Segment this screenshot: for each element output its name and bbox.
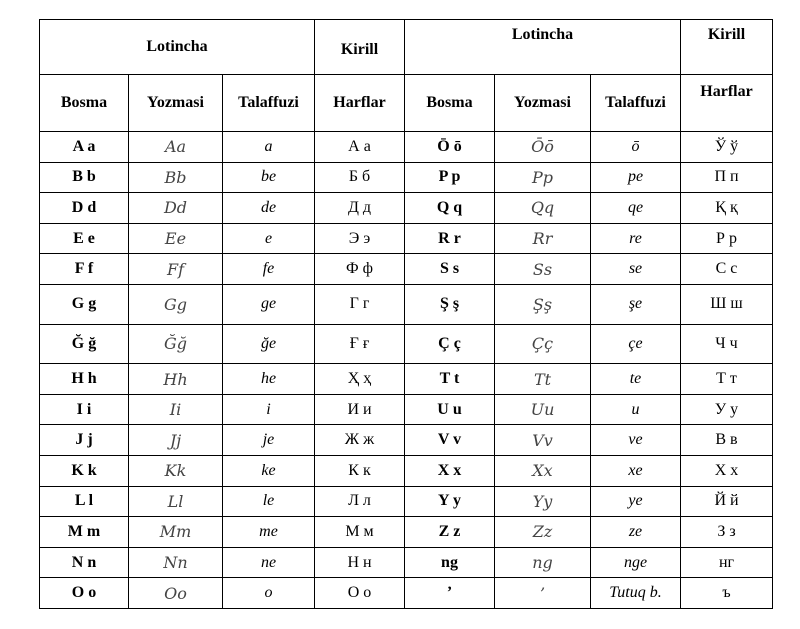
cell-kirill-left: М м: [315, 517, 405, 548]
cell-bosma-right: X x: [405, 456, 495, 487]
cell-bosma-left: D d: [40, 193, 129, 224]
cell-yozmasi-left: Jj: [129, 425, 223, 456]
cell-yozmasi-left: Ll: [129, 486, 223, 517]
table-row: [40, 456, 773, 487]
table-row: [40, 486, 773, 517]
cell-talaffuzi-right: re: [591, 223, 681, 254]
cell-bosma-right: Z z: [405, 517, 495, 548]
cell-kirill-right: В в: [681, 425, 773, 456]
table-row: [40, 547, 773, 578]
table-row: [40, 132, 773, 163]
cell-kirill-right: Й й: [681, 486, 773, 517]
cell-talaffuzi-left: fe: [223, 254, 315, 285]
cell-talaffuzi-right: qe: [591, 193, 681, 224]
cell-yozmasi-left: Nn: [129, 547, 223, 578]
cell-yozmasi-right: Ss: [495, 254, 591, 285]
cell-kirill-right: ъ: [681, 578, 773, 609]
cell-talaffuzi-right: çe: [591, 324, 681, 364]
header-lotincha-left: Lotincha: [40, 20, 315, 75]
cell-talaffuzi-left: be: [223, 162, 315, 193]
cell-talaffuzi-right: pe: [591, 162, 681, 193]
cell-kirill-right: Р р: [681, 223, 773, 254]
cell-yozmasi-right: Pp: [495, 162, 591, 193]
header-harflar-left: Harflar: [315, 75, 405, 132]
cell-kirill-left: Ғ ғ: [315, 324, 405, 364]
cell-talaffuzi-right: ze: [591, 517, 681, 548]
table-body: [40, 132, 773, 609]
table-row: [40, 162, 773, 193]
cell-bosma-left: O o: [40, 578, 129, 609]
cell-kirill-left: Ф ф: [315, 254, 405, 285]
cell-kirill-left: Г г: [315, 284, 405, 324]
table-row: [40, 517, 773, 548]
cell-yozmasi-right: Qq: [495, 193, 591, 224]
cell-bosma-left: A a: [40, 132, 129, 163]
cell-kirill-left: Ж ж: [315, 425, 405, 456]
cell-bosma-left: J j: [40, 425, 129, 456]
cell-bosma-right: V v: [405, 425, 495, 456]
cell-yozmasi-right: Tt: [495, 364, 591, 395]
header-harflar-right: Harflar: [681, 75, 773, 132]
cell-yozmasi-left: Ff: [129, 254, 223, 285]
cell-yozmasi-right: Uu: [495, 394, 591, 425]
cell-yozmasi-right: ’: [495, 578, 591, 609]
cell-kirill-left: О о: [315, 578, 405, 609]
cell-bosma-left: B b: [40, 162, 129, 193]
cell-yozmasi-right: Şş: [495, 284, 591, 324]
table-row: [40, 364, 773, 395]
cell-talaffuzi-left: ğe: [223, 324, 315, 364]
cell-talaffuzi-right: şe: [591, 284, 681, 324]
cell-bosma-left: K k: [40, 456, 129, 487]
table-row: [40, 223, 773, 254]
cell-kirill-left: Н н: [315, 547, 405, 578]
cell-bosma-right: U u: [405, 394, 495, 425]
cell-bosma-right: S s: [405, 254, 495, 285]
cell-yozmasi-right: Yy: [495, 486, 591, 517]
cell-bosma-left: F f: [40, 254, 129, 285]
cell-yozmasi-right: Xx: [495, 456, 591, 487]
cell-talaffuzi-left: me: [223, 517, 315, 548]
cell-kirill-left: Л л: [315, 486, 405, 517]
cell-bosma-left: G g: [40, 284, 129, 324]
cell-kirill-left: Д д: [315, 193, 405, 224]
header-bosma-left: Bosma: [40, 75, 129, 132]
cell-kirill-left: А а: [315, 132, 405, 163]
cell-talaffuzi-right: Tutuq b.: [591, 578, 681, 609]
header-bosma-right: Bosma: [405, 75, 495, 132]
cell-yozmasi-right: ng: [495, 547, 591, 578]
cell-yozmasi-left: Ii: [129, 394, 223, 425]
header-talaffuzi-left: Talaffuzi: [223, 75, 315, 132]
cell-kirill-left: И и: [315, 394, 405, 425]
cell-kirill-right: У у: [681, 394, 773, 425]
cell-talaffuzi-right: ye: [591, 486, 681, 517]
cell-kirill-left: К к: [315, 456, 405, 487]
header-yozmasi-left: Yozmasi: [129, 75, 223, 132]
table-row: [40, 394, 773, 425]
cell-bosma-right: Ş ş: [405, 284, 495, 324]
cell-kirill-right: С с: [681, 254, 773, 285]
cell-talaffuzi-right: xe: [591, 456, 681, 487]
cell-talaffuzi-left: ke: [223, 456, 315, 487]
cell-bosma-right: Y y: [405, 486, 495, 517]
cell-talaffuzi-left: e: [223, 223, 315, 254]
alphabet-table: [39, 19, 773, 609]
cell-talaffuzi-right: te: [591, 364, 681, 395]
cell-kirill-right: Ч ч: [681, 324, 773, 364]
cell-yozmasi-left: Ğğ: [129, 324, 223, 364]
cell-talaffuzi-right: ve: [591, 425, 681, 456]
header-yozmasi-right: Yozmasi: [495, 75, 591, 132]
cell-kirill-right: Ў ў: [681, 132, 773, 163]
cell-bosma-right: T t: [405, 364, 495, 395]
header-kirill-left: Kirill: [315, 20, 405, 75]
cell-yozmasi-left: Kk: [129, 456, 223, 487]
header-talaffuzi-right: Talaffuzi: [591, 75, 681, 132]
cell-bosma-right: P p: [405, 162, 495, 193]
header-row-top: [40, 20, 773, 75]
cell-yozmasi-right: Çç: [495, 324, 591, 364]
cell-yozmasi-left: Aa: [129, 132, 223, 163]
cell-yozmasi-left: Bb: [129, 162, 223, 193]
cell-talaffuzi-right: u: [591, 394, 681, 425]
cell-bosma-left: M m: [40, 517, 129, 548]
cell-bosma-right: ’: [405, 578, 495, 609]
cell-yozmasi-left: Dd: [129, 193, 223, 224]
cell-yozmasi-left: Oo: [129, 578, 223, 609]
header-row-sub: [40, 75, 773, 132]
table-row: [40, 324, 773, 364]
cell-talaffuzi-left: le: [223, 486, 315, 517]
cell-talaffuzi-left: ge: [223, 284, 315, 324]
cell-bosma-right: ng: [405, 547, 495, 578]
cell-bosma-left: Ğ ğ: [40, 324, 129, 364]
cell-talaffuzi-left: he: [223, 364, 315, 395]
cell-talaffuzi-left: i: [223, 394, 315, 425]
cell-bosma-right: R r: [405, 223, 495, 254]
cell-kirill-right: Т т: [681, 364, 773, 395]
cell-yozmasi-right: Vv: [495, 425, 591, 456]
cell-bosma-left: N n: [40, 547, 129, 578]
cell-yozmasi-right: Zz: [495, 517, 591, 548]
table-row: [40, 578, 773, 609]
cell-talaffuzi-left: de: [223, 193, 315, 224]
cell-yozmasi-right: Rr: [495, 223, 591, 254]
cell-kirill-right: З з: [681, 517, 773, 548]
cell-yozmasi-left: Gg: [129, 284, 223, 324]
cell-kirill-right: П п: [681, 162, 773, 193]
table-row: [40, 284, 773, 324]
cell-kirill-left: Б б: [315, 162, 405, 193]
cell-talaffuzi-left: o: [223, 578, 315, 609]
table-row: [40, 193, 773, 224]
cell-talaffuzi-right: nge: [591, 547, 681, 578]
cell-yozmasi-left: Ee: [129, 223, 223, 254]
table-row: [40, 254, 773, 285]
cell-kirill-left: Ҳ ҳ: [315, 364, 405, 395]
cell-yozmasi-left: Mm: [129, 517, 223, 548]
cell-kirill-right: Қ қ: [681, 193, 773, 224]
cell-bosma-right: Ç ç: [405, 324, 495, 364]
cell-bosma-left: I i: [40, 394, 129, 425]
cell-bosma-left: L l: [40, 486, 129, 517]
cell-kirill-right: Ш ш: [681, 284, 773, 324]
cell-talaffuzi-right: ō: [591, 132, 681, 163]
cell-yozmasi-right: Ōō: [495, 132, 591, 163]
header-lotincha-right: Lotincha: [405, 20, 681, 75]
cell-bosma-left: E e: [40, 223, 129, 254]
cell-bosma-left: H h: [40, 364, 129, 395]
cell-kirill-left: Э э: [315, 223, 405, 254]
cell-bosma-right: Q q: [405, 193, 495, 224]
cell-kirill-right: Х х: [681, 456, 773, 487]
cell-talaffuzi-left: a: [223, 132, 315, 163]
cell-yozmasi-left: Hh: [129, 364, 223, 395]
cell-talaffuzi-right: se: [591, 254, 681, 285]
cell-talaffuzi-left: ne: [223, 547, 315, 578]
header-kirill-right: Kirill: [681, 20, 773, 75]
cell-kirill-right: нг: [681, 547, 773, 578]
cell-talaffuzi-left: je: [223, 425, 315, 456]
table-row: [40, 425, 773, 456]
cell-bosma-right: Ō ō: [405, 132, 495, 163]
